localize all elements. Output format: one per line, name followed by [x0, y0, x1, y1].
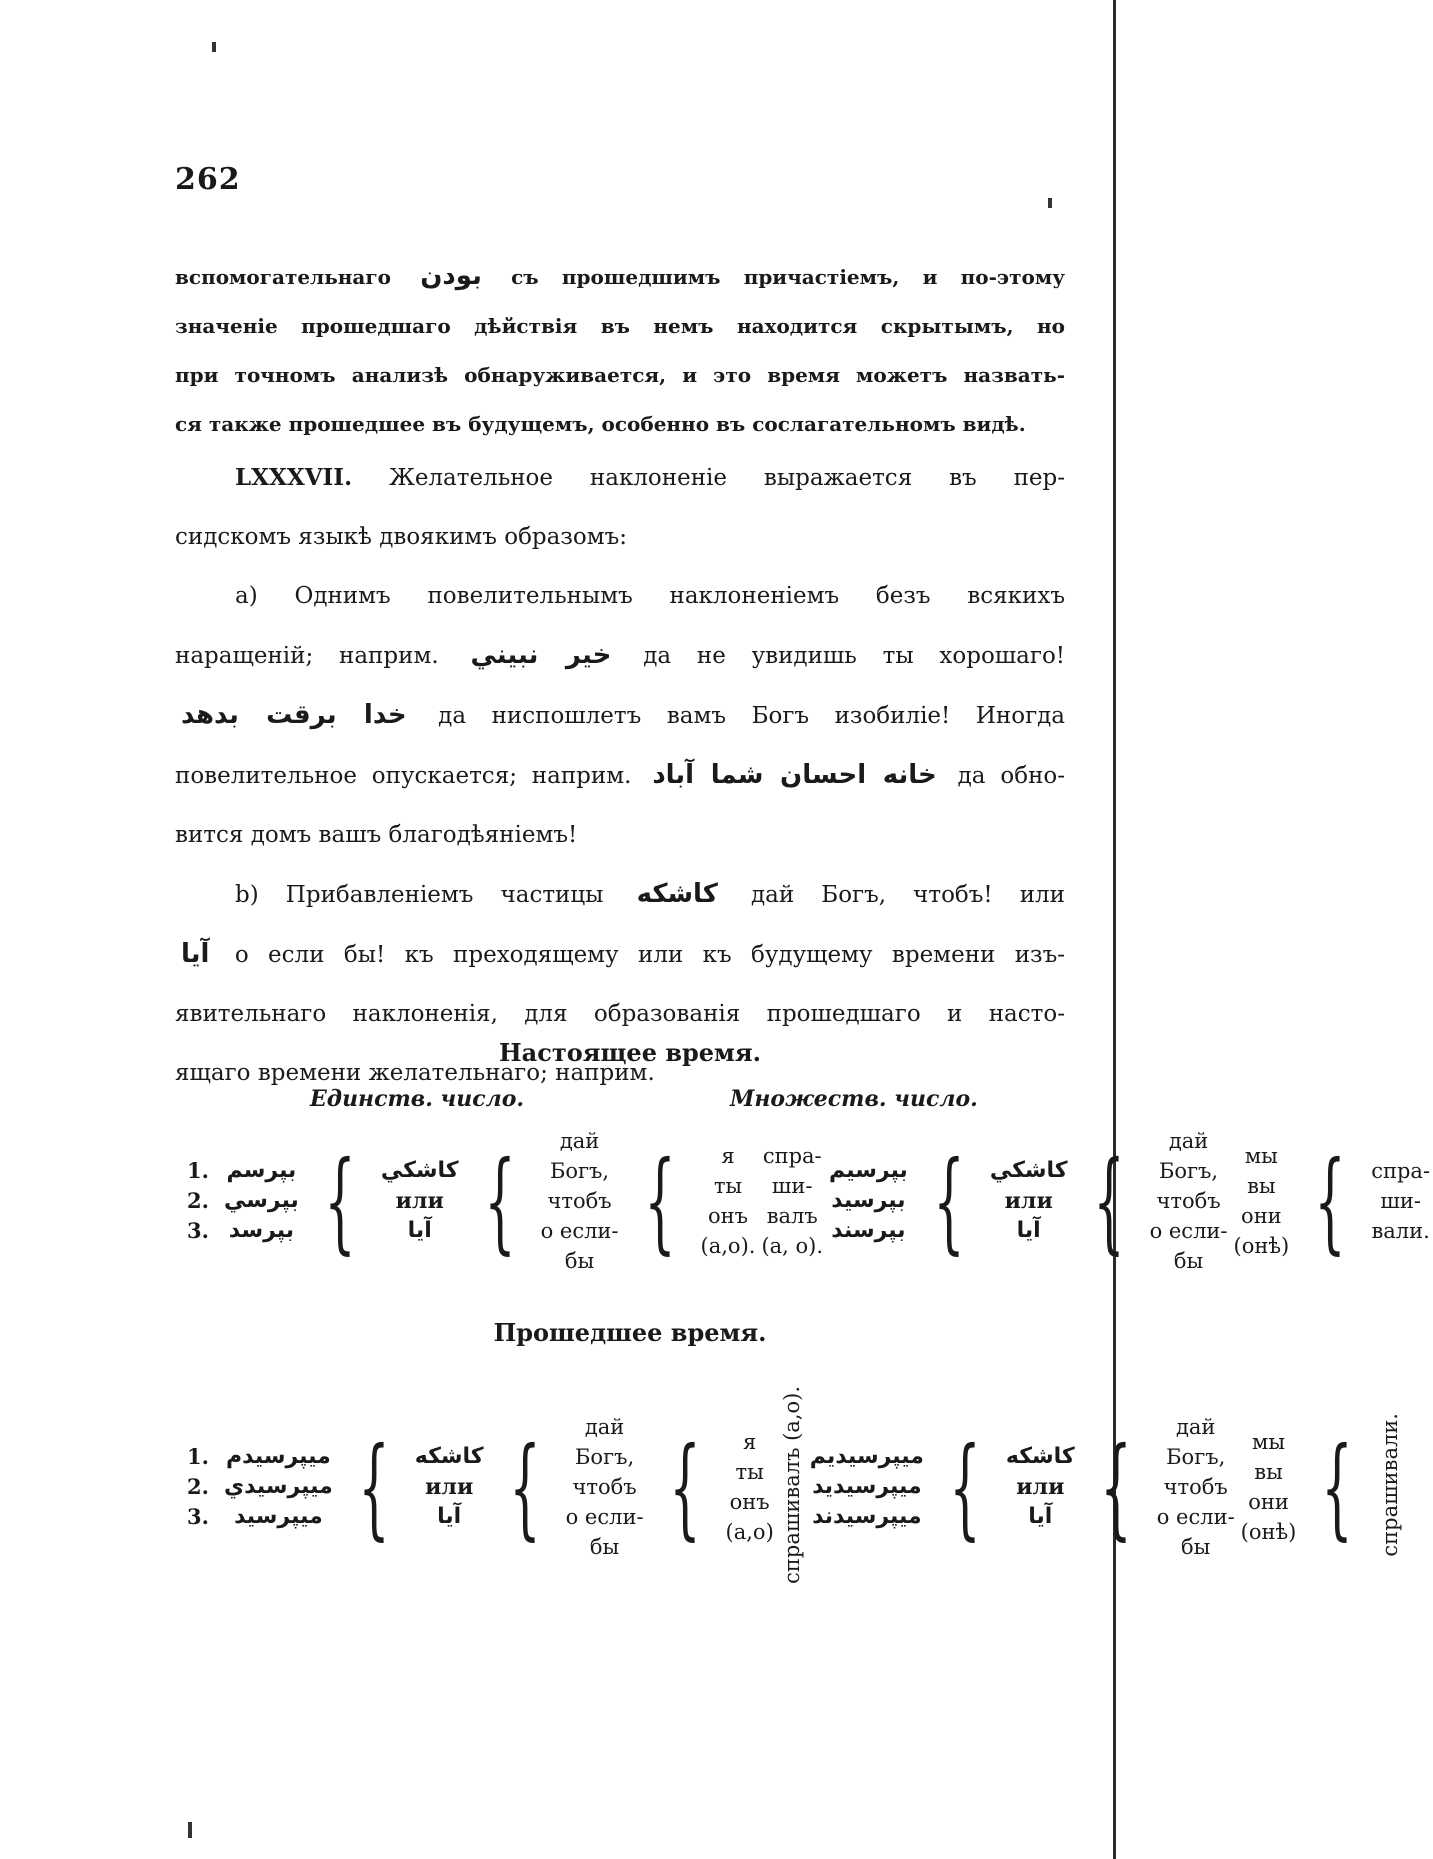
- brace-icon: {: [643, 1136, 676, 1265]
- persian-phrase: خير نبيني: [470, 640, 612, 670]
- persian-word: كاشكه: [636, 879, 718, 909]
- wish-translation: дай Богъ, чтобъ о если- бы: [540, 1129, 619, 1273]
- person-numbers: 1. 2. 3.: [187, 1158, 209, 1243]
- brace-icon: {: [1321, 1422, 1354, 1551]
- wish-translation: дай Богъ, чтобъ о если- бы: [1149, 1129, 1228, 1273]
- brace-icon: {: [508, 1422, 541, 1551]
- stray-mark: [212, 42, 216, 52]
- persian-word: بودن: [420, 261, 482, 291]
- persian-word: آيا: [181, 939, 210, 969]
- singular-verb-forms: بپرسم بپرسي بپرسد: [224, 1158, 299, 1243]
- text-line: вится домъ вашъ благодѣяніемъ!: [175, 822, 578, 848]
- wish-particles: كاشكه или آيا: [414, 1444, 484, 1530]
- page-number: 262: [175, 162, 241, 197]
- text-line: ся также прошедшее въ будущемъ, особенно въ сослагательномъ видѣ.: [175, 412, 1026, 436]
- brace-icon: {: [483, 1136, 516, 1265]
- text-line: خدا برقت بدهد да ниспошлетъ вамъ Богъ изобиліе! Иногда: [175, 686, 1065, 746]
- brace-icon: {: [668, 1422, 701, 1551]
- singular-pronouns: я ты онъ (а,о).: [700, 1144, 756, 1258]
- section-number: LXXXVII.: [235, 464, 353, 491]
- text-line: значеніе прошедшаго дѣйствія въ немъ находится скрытымъ, но: [175, 314, 1065, 338]
- past-tense-title: Прошедшее время.: [493, 1318, 767, 1347]
- text-line: LXXXVII. Желательное наклоненіе выражается въ пер-: [235, 464, 1066, 491]
- singular-verb-translation: спрашивалъ (а,о).: [779, 1386, 804, 1584]
- table-row: [175, 1126, 1433, 1276]
- singular-pronouns: я ты онъ (а,о): [725, 1430, 774, 1545]
- text-line: сидскомъ языкѣ двоякимъ образомъ:: [175, 524, 628, 550]
- text-line: b) Прибавленіемъ частицы كاشكه дай Богъ, чтобъ! или: [235, 879, 1065, 909]
- text-line: явительнаго наклоненія, для образованія прошедшаго и насто-: [175, 1001, 1065, 1027]
- text-line: наращеній; наприм. خير نبيني да не увидишь ты хорошаго!: [175, 640, 1066, 670]
- plural-verb-forms: ميپرسيديم ميپرسيديد ميپرسيدند: [809, 1444, 924, 1530]
- brace-icon: {: [1314, 1136, 1346, 1265]
- stray-mark: [1048, 198, 1052, 208]
- wish-particles: كاشكي или آيا: [989, 1158, 1068, 1243]
- text-line: вспомогательнаго بودن съ прошедшимъ причастіемъ, и по-этому: [175, 261, 1066, 291]
- text-line: повелительное опускается; наприм. خانه احسان شما آباد да обно-: [175, 760, 1066, 790]
- text-line: ящаго времени желательнаго; наприм.: [175, 1060, 655, 1086]
- brace-icon: {: [933, 1136, 965, 1265]
- wish-particles: كاشكه или آيا: [1005, 1444, 1075, 1530]
- wish-translation: дай Богъ, чтобъ о если- бы: [1156, 1415, 1235, 1560]
- stray-mark: [188, 1822, 192, 1838]
- plural-header: Множеств. число.: [730, 1086, 978, 1112]
- person-numbers: 1. 2. 3.: [187, 1444, 209, 1530]
- present-tense-title: Настоящее время.: [499, 1038, 761, 1067]
- text-line: при точномъ анализѣ обнаруживается, и это время можетъ назвать-: [175, 363, 1065, 387]
- singular-verb-forms: ميپرسيدم ميپرسيدي ميپرسيد: [224, 1444, 333, 1530]
- plural-pronouns: мы вы они (онѣ): [1240, 1430, 1297, 1545]
- brace-icon: {: [949, 1422, 981, 1551]
- plural-verb-forms: بپرسيم بپرسيد بپرسند: [829, 1158, 908, 1243]
- plural-pronouns: мы вы они (онѣ): [1233, 1144, 1290, 1258]
- brace-icon: {: [1099, 1422, 1132, 1551]
- paragraph-continuation: [175, 252, 1065, 449]
- brace-icon: {: [358, 1422, 390, 1551]
- text-line: а) Однимъ повелительнымъ наклоненіемъ безъ всякихъ: [235, 583, 1065, 609]
- wish-particles: كاشكي или آيا: [380, 1158, 459, 1243]
- brace-icon: {: [324, 1136, 356, 1265]
- plural-verb-translation: спрашивали.: [1378, 1413, 1403, 1557]
- persian-phrase: خدا برقت بدهد: [181, 700, 407, 730]
- singular-verb-translation: спра- ши- валъ (а, о).: [761, 1144, 824, 1258]
- present-conjugation-table: [175, 1126, 1433, 1276]
- text-line: آيا о если бы! къ преходящему или къ будущему времени изъ-: [175, 925, 1065, 985]
- brace-icon: {: [1092, 1136, 1125, 1265]
- section-lxxxvii: [175, 448, 1065, 1103]
- wish-translation: дай Богъ, чтобъ о если- бы: [565, 1415, 644, 1560]
- plural-verb-translation: спра- ши- вали.: [1371, 1159, 1431, 1243]
- table-row: [175, 1386, 1405, 1589]
- persian-phrase: خانه احسان شما آباد: [652, 760, 937, 790]
- past-conjugation-table: [175, 1386, 1405, 1589]
- singular-header: Единств. число.: [310, 1086, 525, 1112]
